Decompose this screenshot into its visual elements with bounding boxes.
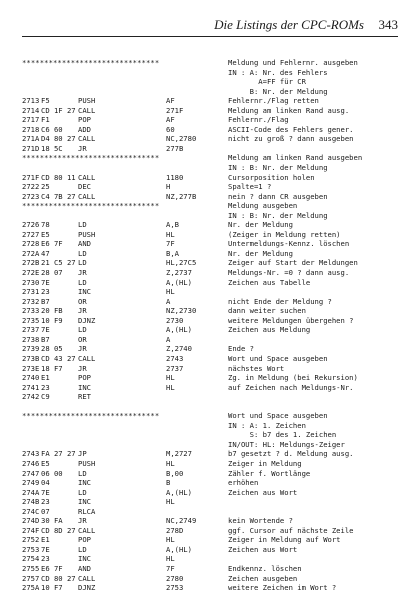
listing-line [22, 297, 402, 307]
listing-line [22, 287, 402, 297]
listing-line [22, 469, 402, 479]
listing-line [22, 421, 402, 431]
listing-line [22, 96, 402, 106]
hex-bytes: CD 8D 27 [41, 525, 76, 535]
comment: Zeichen aus Meldung [228, 325, 311, 335]
operand: A,B [166, 220, 179, 230]
mnemonic: DJNZ [78, 315, 96, 325]
comment: ggf. Cursor auf nächste Zeile [228, 525, 354, 535]
operand: 2753 [166, 583, 184, 593]
listing-line [22, 564, 402, 574]
address: 2755 [22, 563, 40, 573]
listing-line [22, 354, 402, 364]
address: 2714 [22, 105, 40, 115]
comment: Zähler f. Wortlänge [228, 468, 311, 478]
mnemonic: INC [78, 497, 91, 507]
mnemonic: CALL [78, 191, 96, 201]
mnemonic: LD [78, 544, 87, 554]
operand: Z,2740 [166, 344, 192, 354]
hex-bytes: E5 [41, 458, 50, 468]
hex-bytes: 10 F7 [41, 583, 63, 593]
listing-line [22, 182, 402, 192]
address: 271D [22, 143, 40, 153]
comment: Fehlernr./Flag retten [228, 96, 319, 106]
operand: NC,2780 [166, 134, 197, 144]
mnemonic: JR [78, 344, 87, 354]
hex-bytes: CD 1F 27 [41, 105, 76, 115]
operand: 7F [166, 563, 175, 573]
asterisk-separator: ******************************* [22, 58, 160, 67]
listing-line [22, 335, 402, 345]
operand: AF [166, 96, 175, 106]
operand: 1180 [166, 172, 184, 182]
hex-bytes: D4 80 27 [41, 134, 76, 144]
comment: Zeiger auf Start der Meldungen [228, 258, 358, 268]
address: 2728 [22, 239, 40, 249]
comment: Nr. der Meldung [228, 248, 293, 258]
mnemonic: CALL [78, 525, 96, 535]
comment: weitere Zeichen im Wort ? [228, 583, 337, 593]
hex-bytes: E6 7F [41, 239, 63, 249]
address: 2743 [22, 449, 40, 459]
operand: A [166, 334, 171, 344]
comment: Nr. der Meldung [228, 220, 293, 230]
operand: B,00 [166, 468, 184, 478]
address: 274A [22, 487, 40, 497]
address: 274F [22, 525, 40, 535]
comment: Wort und Space ausgeben [228, 353, 328, 363]
listing-line [22, 239, 402, 249]
operand: NC,2749 [166, 516, 197, 526]
comment: Meldung am linken Rand ausg. [228, 105, 350, 115]
hex-bytes: 78 [41, 220, 50, 230]
listing-line [22, 516, 402, 526]
operand: B [166, 478, 171, 488]
address: 2747 [22, 468, 40, 478]
operand: HL [166, 229, 175, 239]
mnemonic: LD [78, 277, 87, 287]
address: 2754 [22, 554, 40, 564]
listing-line [22, 278, 402, 288]
hex-bytes: 23 [41, 382, 50, 392]
comment: nicht zu groß ? dann ausgeben [228, 134, 354, 144]
listing-line [22, 554, 402, 564]
comment: IN : A: 1. Zeichen [228, 420, 306, 430]
hex-bytes: F5 [41, 96, 50, 106]
address: 273E [22, 363, 40, 373]
comment: IN : A: Nr. des Fehlers [228, 67, 328, 77]
address: 2732 [22, 296, 40, 306]
operand: HL,27C5 [166, 258, 197, 268]
comment: Zeiger in Meldung auf Wort [228, 535, 341, 545]
mnemonic: RLCA [78, 506, 96, 516]
listing-line [22, 144, 402, 154]
assembly-listing [22, 58, 402, 593]
hex-bytes: 18 5C [41, 143, 63, 153]
address: 272B [22, 258, 40, 268]
mnemonic: OR [78, 296, 87, 306]
comment: Meldungs-Nr. =0 ? dann ausg. [228, 268, 350, 278]
listing-line [22, 249, 402, 259]
operand: 60 [166, 124, 175, 134]
mnemonic: JR [78, 143, 87, 153]
listing-line [22, 192, 402, 202]
hex-bytes: E6 7F [41, 563, 63, 573]
hex-bytes: 23 [41, 497, 50, 507]
comment: Zeichen aus Wort [228, 544, 298, 554]
operand: M,2727 [166, 449, 192, 459]
address: 274D [22, 516, 40, 526]
mnemonic: JR [78, 306, 87, 316]
mnemonic: CALL [78, 172, 96, 182]
address: 2752 [22, 535, 40, 545]
address: 2730 [22, 277, 40, 287]
listing-line [22, 449, 402, 459]
address: 273B [22, 353, 40, 363]
asterisk-separator: ******************************* [22, 201, 160, 211]
operand: Z,2737 [166, 268, 192, 278]
comment: (Zeiger in Meldung retten) [228, 229, 341, 239]
operand: A,(HL) [166, 487, 192, 497]
listing-line [22, 488, 402, 498]
listing-line [22, 306, 402, 316]
address: 2742 [22, 392, 40, 402]
address: 2739 [22, 344, 40, 354]
section-title: Meldung und Fehlernr. ausgeben [228, 58, 358, 67]
mnemonic: INC [78, 382, 91, 392]
mnemonic: PUSH [78, 458, 96, 468]
operand: A,(HL) [166, 544, 192, 554]
comment: IN/OUT: HL: Meldungs-Zeiger [228, 439, 345, 449]
listing-line [22, 106, 402, 116]
asterisk-separator: ******************************* [22, 411, 160, 421]
comment: Fehlernr./Flag [228, 115, 289, 125]
comment: Cursorposition holen [228, 172, 315, 182]
hex-bytes: 7E [41, 277, 50, 287]
address: 2735 [22, 315, 40, 325]
hex-bytes: C6 60 [41, 124, 63, 134]
address: 2737 [22, 325, 40, 335]
listing-line [22, 364, 402, 374]
listing-line [22, 163, 402, 173]
operand: 2780 [166, 573, 184, 583]
listing-line [22, 430, 402, 440]
listing-line [22, 526, 402, 536]
hex-bytes: B7 [41, 296, 50, 306]
operand: HL [166, 382, 175, 392]
listing-line [22, 344, 402, 354]
listing-line [22, 583, 402, 593]
page-header [22, 14, 398, 37]
address: 2723 [22, 191, 40, 201]
address: 2757 [22, 573, 40, 583]
listing-line [22, 115, 402, 125]
mnemonic: RET [78, 392, 91, 402]
hex-bytes: B7 [41, 334, 50, 344]
operand: 278D [166, 525, 184, 535]
operand: HL [166, 287, 175, 297]
mnemonic: LD [78, 487, 87, 497]
listing-line [22, 268, 402, 278]
mnemonic: POP [78, 115, 91, 125]
listing-line [22, 258, 402, 268]
listing-line [22, 478, 402, 488]
address: 272A [22, 248, 40, 258]
operand: AF [166, 115, 175, 125]
address: 2726 [22, 220, 40, 230]
address: 2741 [22, 382, 40, 392]
page-number: 343 [378, 17, 398, 32]
comment: S: b7 des 1. Zeichen [228, 430, 337, 440]
listing-line [22, 440, 402, 450]
mnemonic: DEC [78, 182, 91, 192]
listing-line [22, 545, 402, 555]
hex-bytes: F1 [41, 115, 50, 125]
hex-bytes: 04 [41, 478, 50, 488]
listing-line [22, 316, 402, 326]
comment: erhöhen [228, 478, 259, 488]
mnemonic: POP [78, 535, 91, 545]
hex-bytes: 23 [41, 554, 50, 564]
mnemonic: DJNZ [78, 583, 96, 593]
comment: kein Wortende ? [228, 516, 293, 526]
listing-line [22, 497, 402, 507]
hex-bytes: E5 [41, 229, 50, 239]
hex-bytes: C4 7B 27 [41, 191, 76, 201]
hex-bytes: CD 80 11 [41, 172, 76, 182]
comment: dann weiter suchen [228, 306, 306, 316]
listing-line [22, 574, 402, 584]
listing-line [22, 211, 402, 221]
listing-line [22, 383, 402, 393]
operand: A [166, 296, 171, 306]
listing-line [22, 134, 402, 144]
listing-line [22, 373, 402, 383]
listing-line [22, 230, 402, 240]
address: 2722 [22, 182, 40, 192]
mnemonic: JR [78, 268, 87, 278]
mnemonic: CALL [78, 105, 96, 115]
hex-bytes: 21 C5 27 [41, 258, 76, 268]
mnemonic: CALL [78, 573, 96, 583]
operand: HL [166, 373, 175, 383]
listing-line [22, 173, 402, 183]
mnemonic: ADD [78, 124, 91, 134]
hex-bytes: 7E [41, 544, 50, 554]
address: 274C [22, 506, 40, 516]
hex-bytes: 28 07 [41, 268, 63, 278]
comment: nächstes Wort [228, 363, 285, 373]
mnemonic: INC [78, 287, 91, 297]
address: 2738 [22, 334, 40, 344]
comment: ASCII-Code des Fehlers gener. [228, 124, 354, 134]
mnemonic: PUSH [78, 96, 96, 106]
operand: 7F [166, 239, 175, 249]
comment: IN : B: Nr. der Meldung [228, 163, 328, 173]
hex-bytes: CD 80 27 [41, 573, 76, 583]
operand: 271F [166, 105, 184, 115]
operand: A,(HL) [166, 277, 192, 287]
hex-bytes: 07 [41, 506, 50, 516]
address: 2740 [22, 373, 40, 383]
operand: NZ,2730 [166, 306, 197, 316]
section-header-line [22, 58, 402, 68]
mnemonic: CALL [78, 353, 96, 363]
mnemonic: LD [78, 325, 87, 335]
comment: Ende ? [228, 344, 254, 354]
listing-line [22, 220, 402, 230]
address: 271F [22, 172, 40, 182]
operand: H [166, 182, 171, 192]
blank-line [22, 402, 402, 412]
section-title: Meldung ausgeben [228, 201, 298, 211]
comment: Zeichen aus Wort [228, 487, 298, 497]
comment: Zeiger in Meldung [228, 458, 302, 468]
comment: IN : B: Nr. der Meldung [228, 210, 328, 220]
mnemonic: LD [78, 248, 87, 258]
mnemonic: AND [78, 239, 91, 249]
hex-bytes: 20 FB [41, 306, 63, 316]
listing-line [22, 507, 402, 517]
hex-bytes: E1 [41, 535, 50, 545]
address: 2746 [22, 458, 40, 468]
mnemonic: INC [78, 554, 91, 564]
address: 2718 [22, 124, 40, 134]
listing-line [22, 125, 402, 135]
listing-line [22, 87, 402, 97]
operand: 2737 [166, 363, 184, 373]
mnemonic: LD [78, 468, 87, 478]
running-title: Die Listings der CPC-ROMs [214, 17, 364, 32]
comment: Spalte=1 ? [228, 182, 272, 192]
address: 2727 [22, 229, 40, 239]
hex-bytes: 25 [41, 182, 50, 192]
address: 275A [22, 583, 40, 593]
mnemonic: POP [78, 373, 91, 383]
address: 2753 [22, 544, 40, 554]
mnemonic: JR [78, 363, 87, 373]
mnemonic: AND [78, 563, 91, 573]
operand: B,A [166, 248, 179, 258]
address: 272E [22, 268, 40, 278]
mnemonic: LD [78, 258, 87, 268]
operand: HL [166, 458, 175, 468]
hex-bytes: C9 [41, 392, 50, 402]
operand: HL [166, 554, 175, 564]
operand: 2730 [166, 315, 184, 325]
hex-bytes: 30 FA [41, 516, 63, 526]
hex-bytes: 23 [41, 287, 50, 297]
comment: weitere Meldungen übergehen ? [228, 315, 354, 325]
comment: nicht Ende der Meldung ? [228, 296, 332, 306]
hex-bytes: CD 43 27 [41, 353, 76, 363]
address: 2713 [22, 96, 40, 106]
comment: auf Zeichen nach Meldungs-Nr. [228, 382, 354, 392]
address: 2731 [22, 287, 40, 297]
operand: A,(HL) [166, 325, 192, 335]
operand: 277B [166, 143, 184, 153]
mnemonic: OR [78, 334, 87, 344]
comment: B: Nr. der Meldung [228, 86, 328, 96]
section-title: Meldung am linken Rand ausgeben [228, 153, 363, 163]
hex-bytes: 06 00 [41, 468, 63, 478]
listing-line [22, 392, 402, 402]
mnemonic: INC [78, 478, 91, 488]
operand: HL [166, 535, 175, 545]
hex-bytes: 10 F9 [41, 315, 63, 325]
section-header-line [22, 411, 402, 421]
operand: HL [166, 497, 175, 507]
address: 274B [22, 497, 40, 507]
mnemonic: LD [78, 220, 87, 230]
hex-bytes: 7E [41, 325, 50, 335]
hex-bytes: 47 [41, 248, 50, 258]
mnemonic: JR [78, 516, 87, 526]
section-header-line [22, 201, 402, 211]
operand: 2743 [166, 353, 184, 363]
hex-bytes: 7E [41, 487, 50, 497]
comment: nein ? dann CR ausgeben [228, 191, 328, 201]
asterisk-separator: ******************************* [22, 153, 160, 163]
listing-line [22, 68, 402, 78]
hex-bytes: 28 05 [41, 344, 63, 354]
comment: Zeichen aus Tabelle [228, 277, 311, 287]
comment: Endkennz. löschen [228, 563, 302, 573]
hex-bytes: 18 F7 [41, 363, 63, 373]
listing-line [22, 77, 402, 87]
comment: A=FF für CR [228, 77, 306, 87]
address: 2749 [22, 478, 40, 488]
address: 2733 [22, 306, 40, 316]
hex-bytes: E1 [41, 373, 50, 383]
section-title: Wort und Space ausgeben [228, 411, 328, 421]
listing-line [22, 535, 402, 545]
operand: NZ,277B [166, 191, 197, 201]
listing-line [22, 459, 402, 469]
hex-bytes: FA 27 27 [41, 449, 76, 459]
listing-line [22, 325, 402, 335]
mnemonic: CALL [78, 134, 96, 144]
comment: Untermeldungs-Kennz. löschen [228, 239, 350, 249]
comment: b7 gesetzt ? d. Meldung ausg. [228, 449, 354, 459]
mnemonic: JP [78, 449, 87, 459]
address: 271A [22, 134, 40, 144]
address: 2717 [22, 115, 40, 125]
section-header-line [22, 153, 402, 163]
comment: Zeichen ausgeben [228, 573, 298, 583]
comment: Zg. in Meldung (bei Rekursion) [228, 373, 358, 383]
mnemonic: PUSH [78, 229, 96, 239]
